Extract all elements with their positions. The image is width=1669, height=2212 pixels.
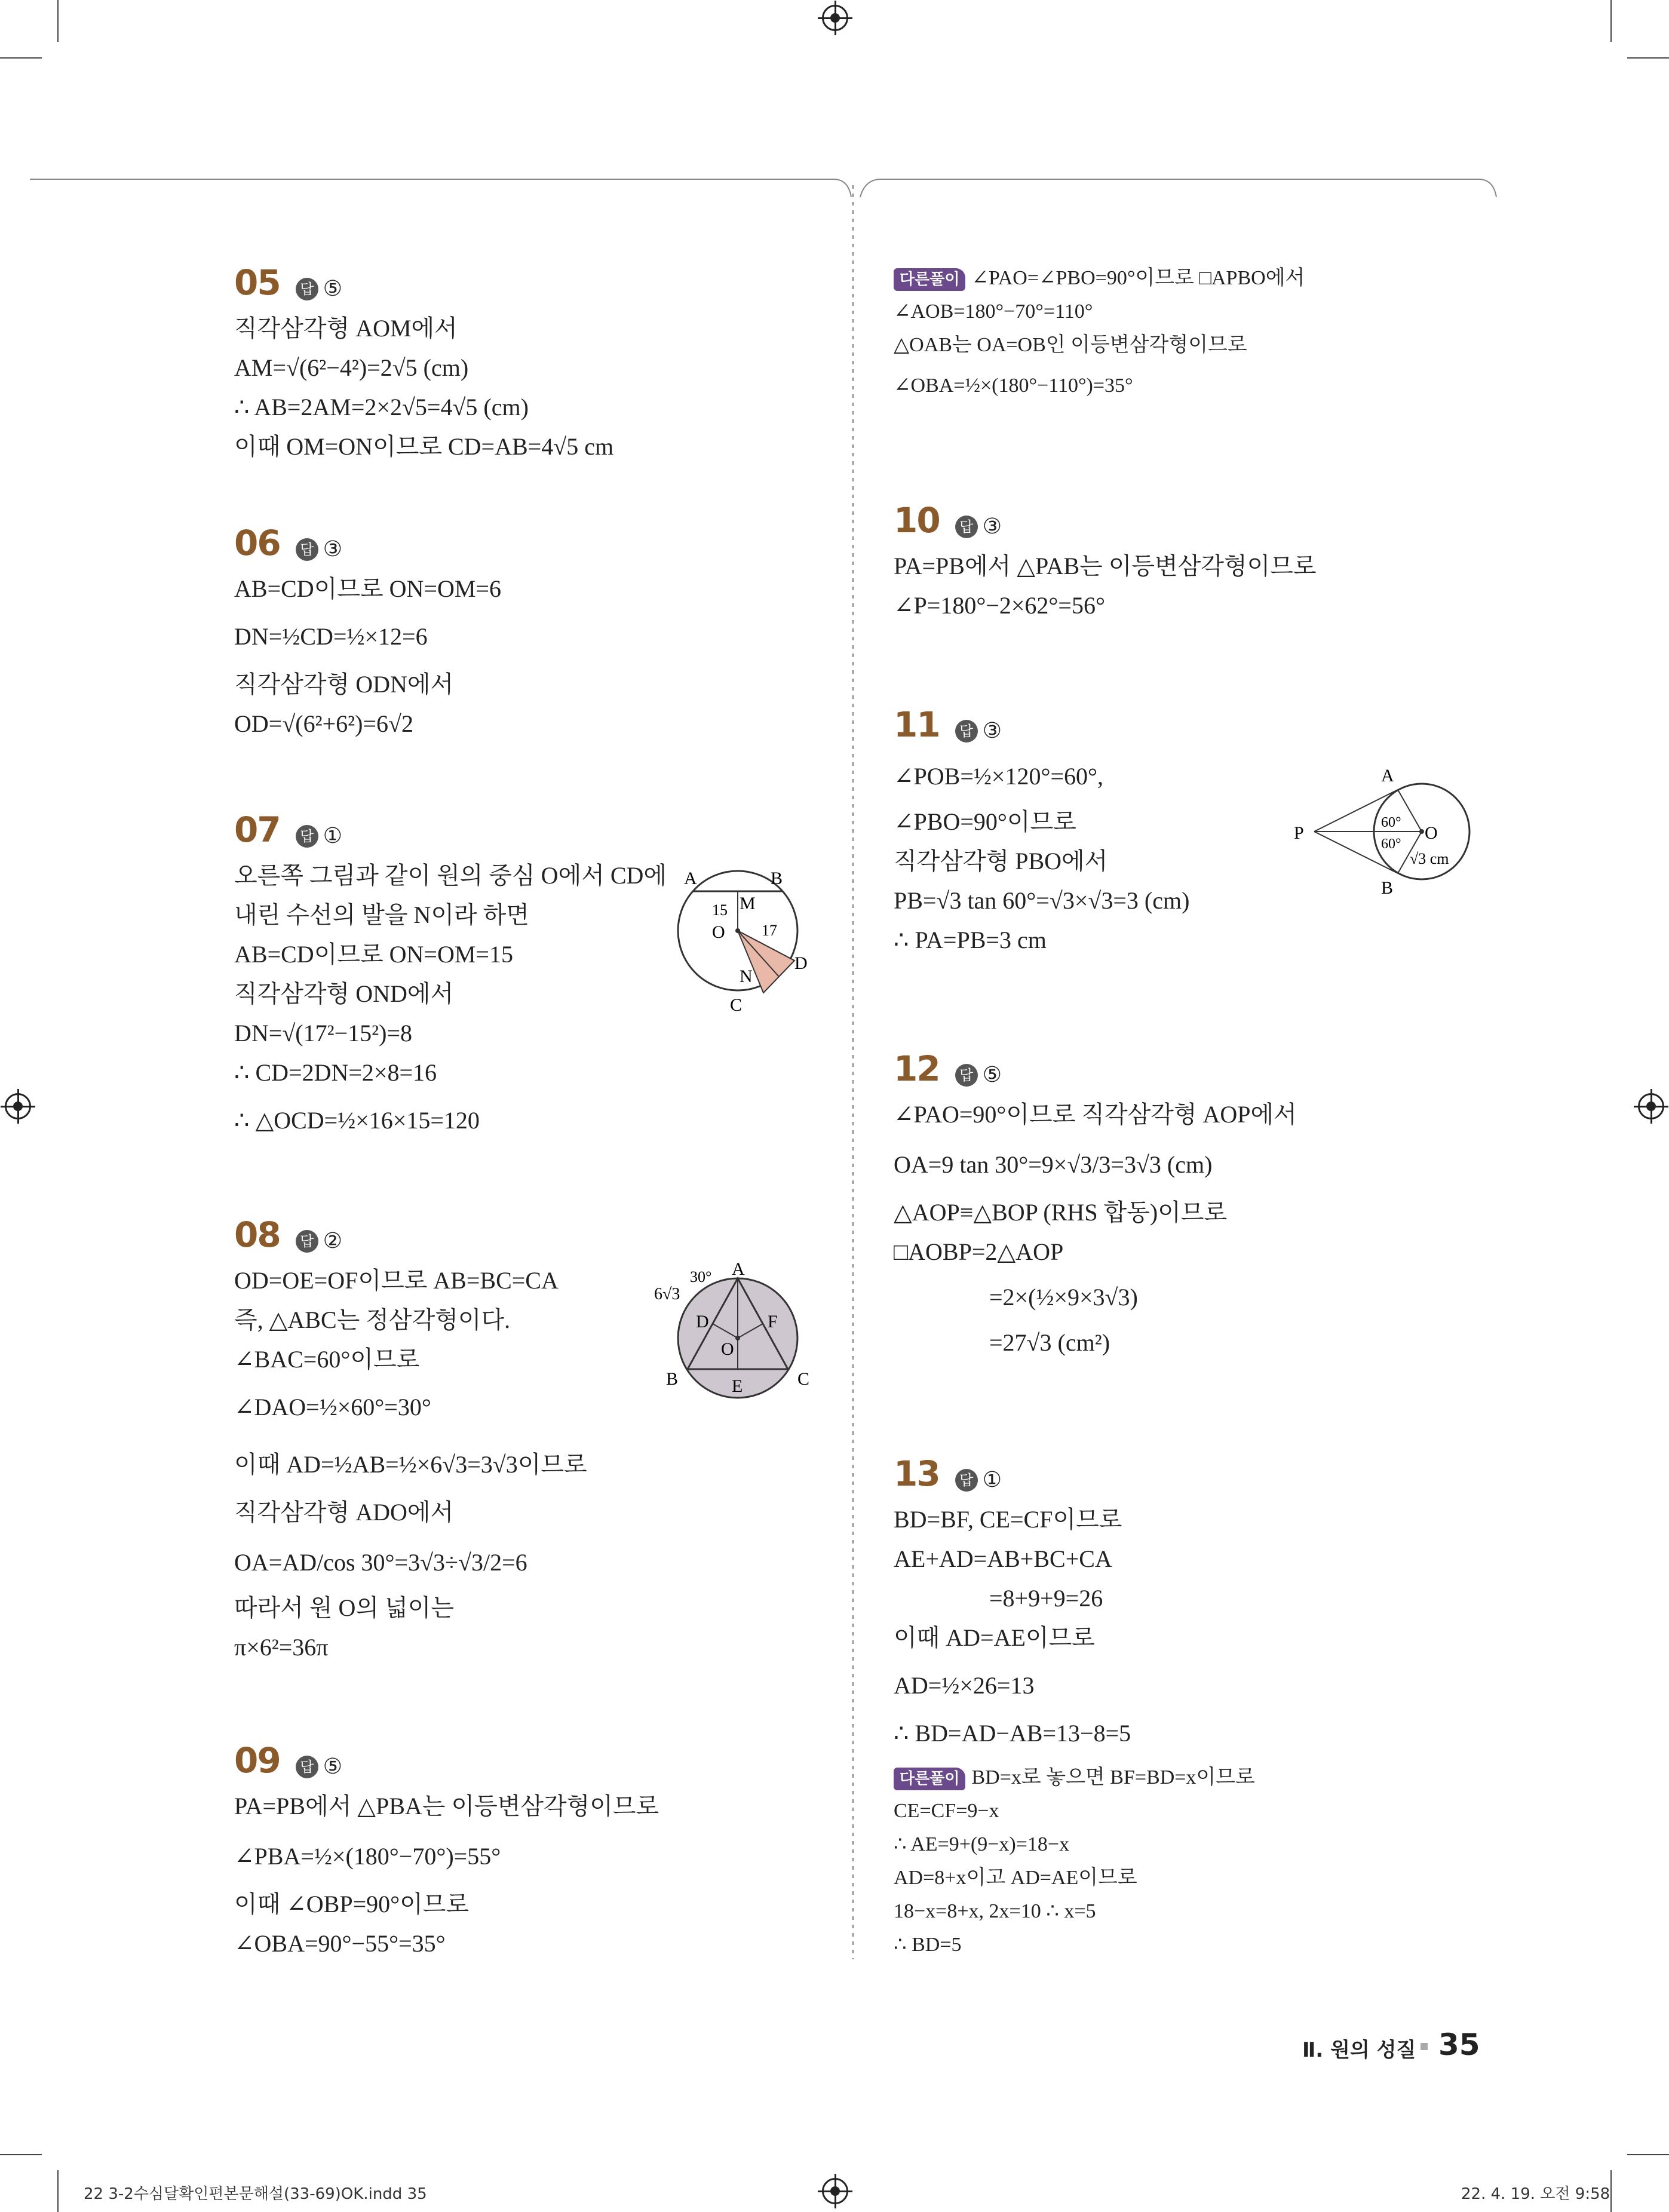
solution-line: OD=OE=OF이므로 AB=BC=CA <box>234 1266 559 1294</box>
print-date: 22. 4. 19. 오전 9:58 <box>1461 2185 1610 2203</box>
label-radius: √3 cm <box>1410 850 1449 867</box>
solution-line: ∴ AB=2AM=2×2√5=4√5 (cm) <box>234 393 529 421</box>
label-p: P <box>1294 823 1304 843</box>
problem-13 <box>894 1454 1491 1753</box>
separator-square-icon <box>1421 2043 1428 2050</box>
solution-line: AD=½×26=13 <box>894 1671 1035 1699</box>
solution-line: ∴ AE=9+(9−x)=18−x <box>894 1833 1070 1855</box>
label-c: C <box>730 995 743 1015</box>
solution-line: ∠OBA=90°−55°=35° <box>234 1929 446 1957</box>
solution-line: ∠PAO=∠PBO=90°이므로 □APBO에서 <box>971 267 1305 289</box>
solution-line: DN=½CD=½×12=6 <box>234 622 428 650</box>
problem-number: 05 <box>234 262 280 303</box>
alt-solution-badge: 다른풀이 <box>894 268 965 291</box>
solution-line: 이때 OM=ON이므로 CD=AB=4√5 cm <box>234 432 614 460</box>
solution-line: 즉, △ABC는 정삼각형이다. <box>234 1306 511 1333</box>
answer-badge-icon: 답 <box>955 516 978 538</box>
problem-12 <box>894 1049 1491 1363</box>
solution-line: =27√3 (cm²) <box>989 1329 1110 1356</box>
answer-choice: ③ <box>323 536 342 562</box>
label-o: O <box>1425 823 1438 843</box>
solution-line: ∠P=180°−2×62°=56° <box>894 591 1105 619</box>
solution-line: BD=x로 놓으면 BF=BD=x이므로 <box>971 1766 1255 1788</box>
solution-line: OA=9 tan 30°=9×√3/3=3√3 (cm) <box>894 1151 1213 1178</box>
answer-choice: ⑤ <box>982 1062 1002 1087</box>
solution-line: 이때 ∠OBP=90°이므로 <box>234 1890 470 1918</box>
label-side: 6√3 <box>654 1285 680 1303</box>
problem-09 <box>234 1741 832 1964</box>
chapter-title: Ⅱ. 원의 성질 <box>1302 2038 1416 2062</box>
answer-choice: ⑤ <box>323 276 342 301</box>
solution-line: ∠POB=½×120°=60°, <box>894 762 1103 790</box>
solution-line: □AOBP=2△AOP <box>894 1238 1064 1265</box>
solution-line: AB=CD이므로 ON=OM=15 <box>234 940 513 968</box>
solution-line: ∠OBA=½×(180°−110°)=35° <box>894 375 1133 397</box>
problem-06 <box>234 523 832 744</box>
answer-choice: ③ <box>982 718 1002 743</box>
label-angle: 30° <box>690 1268 712 1286</box>
page-number: 35 <box>1438 2027 1480 2062</box>
label-15: 15 <box>712 901 728 919</box>
alt-solution-badge: 다른풀이 <box>894 1768 965 1790</box>
solution-line: ∠PBO=90°이므로 <box>894 808 1076 835</box>
label-angle1: 60° <box>1381 815 1401 830</box>
problem-05 <box>234 263 832 467</box>
answer-badge-icon: 답 <box>955 720 978 743</box>
solution-line: ∴ △OCD=½×16×15=120 <box>234 1106 480 1134</box>
answer-badge-icon: 답 <box>955 1064 978 1087</box>
label-e: E <box>732 1376 743 1396</box>
solution-line: △AOP≡△BOP (RHS 합동)이므로 <box>894 1198 1228 1226</box>
answer-choice: ⑤ <box>323 1754 342 1779</box>
label-b: B <box>1381 878 1394 898</box>
solution-line: 18−x=8+x, 2x=10 ∴ x=5 <box>894 1900 1096 1922</box>
label-17: 17 <box>762 922 777 939</box>
problem-number: 09 <box>234 1740 280 1781</box>
problem-number: 08 <box>234 1214 280 1255</box>
solution-line: PA=PB에서 △PAB는 이등변삼각형이므로 <box>894 552 1317 579</box>
solution-line: AB=CD이므로 ON=OM=6 <box>234 575 501 602</box>
problem-number: 10 <box>894 500 940 541</box>
solution-line: π×6²=36π <box>234 1633 329 1661</box>
solution-line: ∴ BD=5 <box>894 1934 962 1956</box>
label-f: F <box>768 1312 778 1332</box>
problem-09-alt <box>894 262 1491 403</box>
solution-line: ∠PBA=½×(180°−70°)=55° <box>234 1842 501 1870</box>
problem-number: 06 <box>234 523 280 563</box>
answer-badge-icon: 답 <box>955 1469 978 1492</box>
label-d: D <box>794 953 808 973</box>
solution-line: △OAB는 OA=OB인 이등변삼각형이므로 <box>894 334 1247 356</box>
answer-badge-icon: 답 <box>296 278 318 300</box>
answer-choice: ② <box>323 1228 342 1253</box>
problem-number: 07 <box>234 809 280 850</box>
solution-line: AD=8+x이고 AD=AE이므로 <box>894 1867 1137 1889</box>
problem-number: 13 <box>894 1453 940 1494</box>
problem-number: 12 <box>894 1048 940 1089</box>
problem-13-alt <box>894 1761 1491 1962</box>
label-o: O <box>712 922 725 942</box>
solution-line: 직각삼각형 AOM에서 <box>234 314 458 342</box>
solution-line: 이때 AD=½AB=½×6√3=3√3이므로 <box>234 1450 587 1478</box>
solution-line: 직각삼각형 ADO에서 <box>234 1498 454 1526</box>
solution-line: =8+9+9=26 <box>989 1584 1103 1612</box>
solution-line: 직각삼각형 ODN에서 <box>234 670 454 698</box>
answer-choice: ① <box>982 1467 1002 1492</box>
figure-11-tangent <box>1290 759 1481 902</box>
solution-line: 오른쪽 그림과 같이 원의 중심 O에서 CD에 <box>234 861 667 889</box>
solution-line: OA=AD/cos 30°=3√3÷√3/2=6 <box>234 1548 527 1576</box>
solution-line: BD=BF, CE=CF이므로 <box>894 1505 1122 1533</box>
answer-badge-icon: 답 <box>296 1230 318 1253</box>
solution-line: =2×(½×9×3√3) <box>989 1283 1138 1311</box>
label-a: A <box>684 869 697 888</box>
solution-line: PA=PB에서 △PBA는 이등변삼각형이므로 <box>234 1792 659 1820</box>
solution-line: AM=√(6²−4²)=2√5 (cm) <box>234 354 469 381</box>
solution-line: DN=√(17²−15²)=8 <box>234 1019 413 1047</box>
answer-badge-icon: 답 <box>296 538 318 561</box>
solution-line: ∴ PA=PB=3 cm <box>894 926 1047 953</box>
label-d: D <box>696 1312 709 1332</box>
solution-line: AE+AD=AB+BC+CA <box>894 1545 1112 1572</box>
answer-choice: ① <box>323 823 342 848</box>
label-o: O <box>721 1339 734 1359</box>
answer-badge-icon: 답 <box>296 825 318 848</box>
answer-choice: ③ <box>982 514 1002 539</box>
label-c: C <box>797 1369 810 1389</box>
label-angle2: 60° <box>1381 836 1401 852</box>
solution-line: 내린 수선의 발을 N이라 하면 <box>234 901 529 928</box>
label-m: M <box>740 894 756 913</box>
solution-line: ∴ CD=2DN=2×8=16 <box>234 1059 437 1086</box>
solution-line: OD=√(6²+6²)=6√2 <box>234 710 413 737</box>
solution-line: PB=√3 tan 60°=√3×√3=3 (cm) <box>894 886 1190 914</box>
solution-line: ∴ BD=AD−AB=13−8=5 <box>894 1719 1131 1747</box>
solution-line: ∠BAC=60°이므로 <box>234 1345 420 1373</box>
solution-line: 직각삼각형 OND에서 <box>234 980 454 1007</box>
solution-line: ∠AOB=180°−70°=110° <box>894 300 1093 323</box>
solution-line: 이때 AD=AE이므로 <box>894 1624 1095 1651</box>
solution-line: 직각삼각형 PBO에서 <box>894 847 1108 875</box>
file-info: 22 3-2수심달확인편본문해설(33-69)OK.indd 35 <box>84 2185 427 2203</box>
problem-10 <box>894 501 1491 625</box>
label-b: B <box>666 1369 679 1389</box>
solution-line: ∠DAO=½×60°=30° <box>234 1393 431 1421</box>
figure-08-triangle <box>648 1254 815 1404</box>
label-b: B <box>771 869 783 888</box>
solution-line: ∠PAO=90°이므로 직각삼각형 AOP에서 <box>894 1100 1297 1128</box>
solution-line: CE=CF=9−x <box>894 1800 999 1822</box>
label-n: N <box>740 967 753 986</box>
problem-number: 11 <box>894 704 940 745</box>
answer-badge-icon: 답 <box>296 1756 318 1778</box>
figure-07-circle <box>675 854 824 1021</box>
solution-line: 따라서 원 O의 넓이는 <box>234 1594 455 1621</box>
label-a: A <box>732 1259 745 1279</box>
label-a: A <box>1381 766 1394 786</box>
